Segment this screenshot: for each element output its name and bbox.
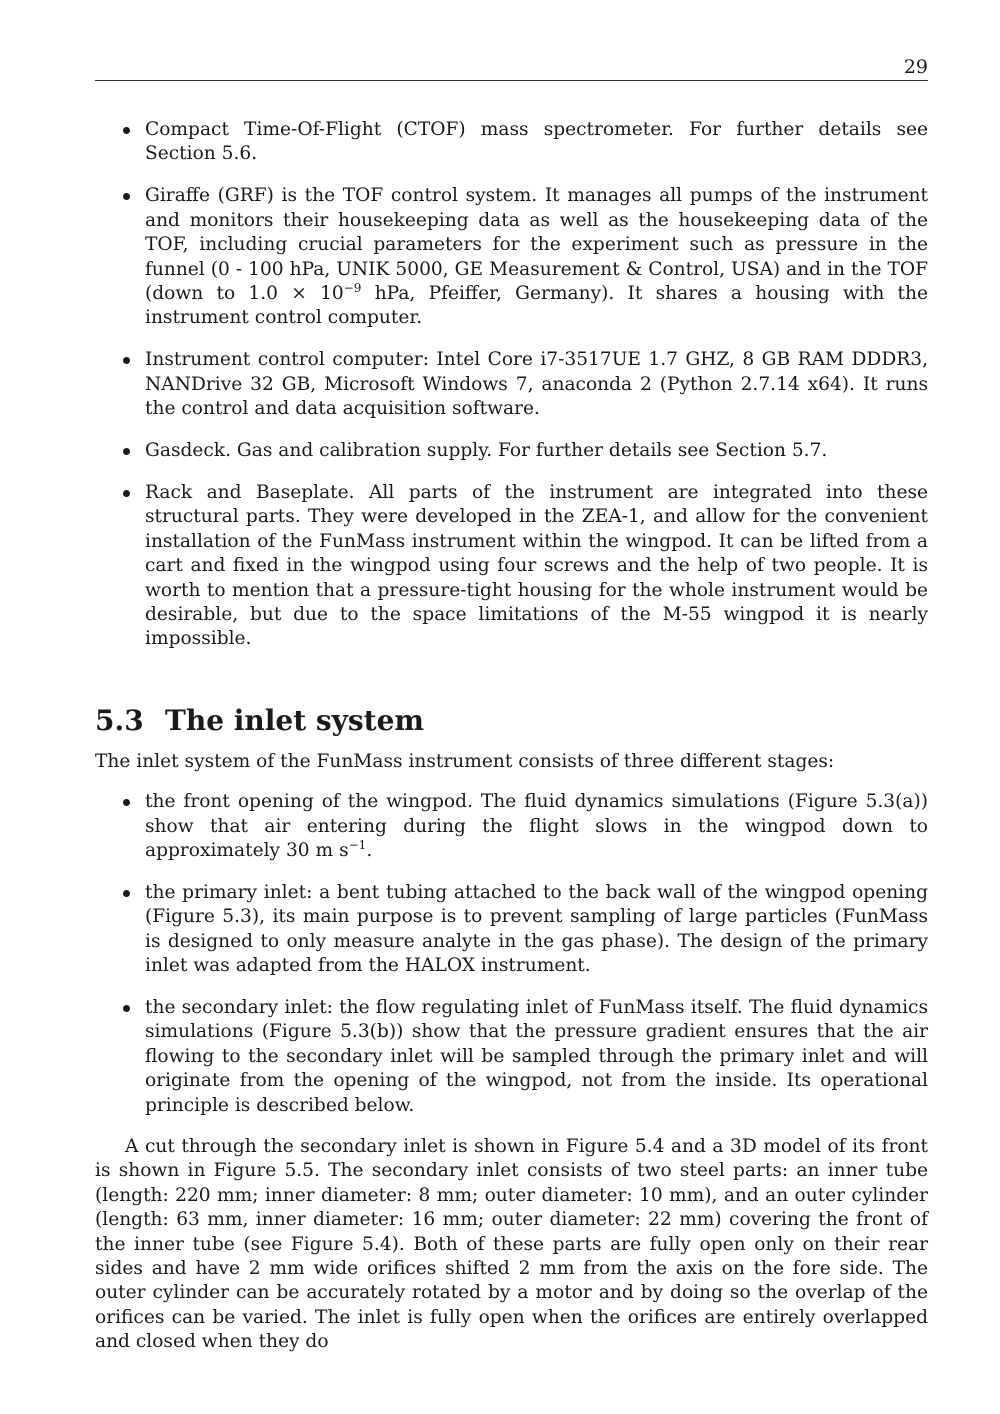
list-item [95, 118, 928, 167]
bullet-icon [123, 1005, 130, 1012]
list-item [95, 481, 928, 652]
list-item-text: Compact Time-Of-Flight (CTOF) mass spectrometer. For further details see Section 5.6. [145, 119, 928, 165]
list-item-text: Giraffe (GRF) is the TOF control system. It manages all pumps of the instrument and monitors their housekeeping data as well as the housekeeping data of the TOF, including crucial parameters for the experiment such as pressure in the funnel (0 - 100 hPa, UNIK 5000, GE Measurement & Control, USA) and in the TOF (down to 1.0 × 10 [145, 185, 928, 304]
exponent: −1 [348, 837, 367, 852]
list-item [95, 996, 928, 1118]
list-item [95, 881, 928, 979]
intro-paragraph: The inlet system of the FunMass instrument consists of three different stages: [95, 750, 835, 772]
list-item-text: the front opening of the wingpod. The fluid dynamics simulations (Figure 5.3(a)) show that air entering during the flight slows in the wingpod down to approximately 30 m s [145, 791, 928, 861]
section-heading [95, 704, 928, 738]
header-rule [95, 80, 928, 81]
exponent: −9 [343, 280, 362, 295]
page-body [95, 118, 928, 1355]
bullet-icon [123, 799, 130, 806]
list-item-text: hPa, Pfeiffer, Germany). It shares a housing with the instrument control computer. [145, 282, 928, 329]
list-item-text: . [366, 839, 373, 861]
list-item [95, 184, 928, 330]
body-paragraph: A cut through the secondary inlet is shown in Figure 5.4 and a 3D model of its front is shown in Figure 5.5. The secondary inlet consists of two steel parts: an inner tube (length: 220 mm; inner diameter: 8 mm; outer diameter: 10 mm), and an outer cylinder (length: 63 mm, inner diameter: 16 mm; outer diameter: 22 mm) covering the front of the inner tube (see Figure 5.4). Both of these parts are fully open only on their rear sides and have 2 mm wide orifices shifted 2 mm from the axis on the fore side. The outer cylinder can be accurately rotated by a motor and by doing so the overlap of the orifices can be varied. The inlet is fully open when the orifices are entirely overlapped and closed when they do [95, 1136, 928, 1353]
list-item-text: Instrument control computer: Intel Core i7-3517UE 1.7 GHZ, 8 GB RAM DDDR3, NANDrive 32 GB, Microsoft Windows 7, anaconda 2 (Python 2.7.14 x64). It runs the control and data acquisition software. [145, 349, 928, 420]
list-item [95, 439, 928, 463]
list-item-text: Gasdeck. Gas and calibration supply. For further details see Section 5.7. [145, 439, 828, 461]
bullet-icon [123, 890, 130, 897]
list-item [95, 348, 928, 421]
inlet-stage-list [95, 790, 928, 1118]
list-item-text: the secondary inlet: the flow regulating inlet of FunMass itself. The fluid dynamics simulations (Figure 5.3(b)) show that the pressure gradient ensures that the air flowing to the secondary inlet will be sampled through the primary inlet and will originate from the opening of the wingpod, not from the inside. Its operational principle is described below. [145, 996, 928, 1116]
list-item-text: the primary inlet: a bent tubing attached to the back wall of the wingpod opening (Figure 5.3), its main purpose is to prevent sampling of large particles (FunMass is designed to only measure analyte in the gas phase). The design of the primary inlet was adapted from the HALOX instrument. [145, 881, 928, 977]
page-number: 29 [903, 56, 928, 78]
bullet-icon [123, 127, 130, 134]
component-list [95, 118, 928, 652]
bullet-icon [123, 357, 130, 364]
list-item [95, 790, 928, 863]
bullet-icon [123, 193, 130, 200]
section-title: The inlet system [165, 703, 425, 737]
section-number: 5.3 [95, 703, 144, 737]
bullet-icon [123, 490, 130, 497]
bullet-icon [123, 448, 130, 455]
list-item-text: Rack and Baseplate. All parts of the instrument are integrated into these structural parts. They were developed in the ZEA-1, and allow for the convenient installation of the FunMass instrument within the wingpod. It can be lifted from a cart and fixed in the wingpod using four screws and the help of two people. It is worth to mention that a pressure-tight housing for the whole instrument would be desirable, but due to the space limitations of the M-55 wingpod it is nearly impossible. [145, 481, 928, 650]
